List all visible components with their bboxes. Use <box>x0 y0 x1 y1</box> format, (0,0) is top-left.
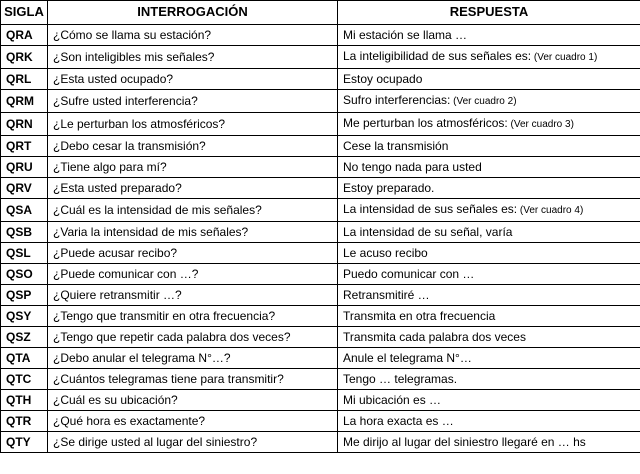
respuesta-text: Transmita en otra frecuencia <box>343 309 496 323</box>
respuesta-text: Mi estación se llama … <box>343 28 468 42</box>
cell-respuesta <box>338 369 640 390</box>
table-row <box>1 285 640 306</box>
cell-respuesta <box>338 90 640 113</box>
table-row <box>1 306 640 327</box>
cell-interrogacion: ¿Puede comunicar con …? <box>48 264 338 285</box>
cell-sigla: QSO <box>1 264 48 285</box>
cell-respuesta <box>338 178 640 199</box>
respuesta-text: Le acuso recibo <box>343 246 428 260</box>
respuesta-note: (Ver cuadro 4) <box>517 205 584 216</box>
cell-sigla: QSB <box>1 222 48 243</box>
table-row <box>1 199 640 222</box>
cell-interrogacion: ¿Esta usted preparado? <box>48 178 338 199</box>
cell-sigla: QRL <box>1 69 48 90</box>
cell-interrogacion: ¿Tengo que transmitir en otra frecuencia? <box>48 306 338 327</box>
cell-respuesta <box>338 327 640 348</box>
cell-sigla: QSZ <box>1 327 48 348</box>
cell-interrogacion: ¿Esta usted ocupado? <box>48 69 338 90</box>
cell-interrogacion: ¿Cómo se llama su estación? <box>48 25 338 46</box>
cell-sigla: QSP <box>1 285 48 306</box>
table-row <box>1 157 640 178</box>
column-header-interrogacion: INTERROGACIÓN <box>48 1 338 25</box>
respuesta-text: Retransmitiré … <box>343 288 430 302</box>
cell-interrogacion: ¿Le perturban los atmosféricos? <box>48 113 338 136</box>
table-row <box>1 136 640 157</box>
cell-interrogacion: ¿Debo cesar la transmisión? <box>48 136 338 157</box>
cell-sigla: QRT <box>1 136 48 157</box>
cell-interrogacion: ¿Varia la intensidad de mis señales? <box>48 222 338 243</box>
cell-sigla: QTY <box>1 432 48 453</box>
cell-respuesta <box>338 199 640 222</box>
respuesta-text: Sufro interferencias: <box>343 93 451 107</box>
respuesta-text: No tengo nada para usted <box>343 160 482 174</box>
cell-interrogacion: ¿Se dirige usted al lugar del siniestro? <box>48 432 338 453</box>
cell-sigla: QSL <box>1 243 48 264</box>
cell-respuesta <box>338 157 640 178</box>
table-row <box>1 178 640 199</box>
cell-sigla: QRA <box>1 25 48 46</box>
respuesta-note: (Ver cuadro 3) <box>507 119 574 130</box>
cell-sigla: QRK <box>1 46 48 69</box>
cell-respuesta <box>338 46 640 69</box>
cell-interrogacion: ¿Tiene algo para mí? <box>48 157 338 178</box>
cell-interrogacion: ¿Cuál es la intensidad de mis señales? <box>48 199 338 222</box>
cell-respuesta <box>338 136 640 157</box>
column-header-respuesta: RESPUESTA <box>338 1 640 25</box>
table-header <box>1 1 640 25</box>
respuesta-text: La inteligibilidad de sus señales es: <box>343 49 532 63</box>
respuesta-text: Anule el telegrama N°… <box>343 351 472 365</box>
cell-interrogacion: ¿Cuál es su ubicación? <box>48 390 338 411</box>
table-row <box>1 432 640 453</box>
cell-respuesta <box>338 69 640 90</box>
respuesta-text: Puedo comunicar con … <box>343 267 475 281</box>
cell-sigla: QRM <box>1 90 48 113</box>
cell-respuesta <box>338 306 640 327</box>
cell-interrogacion: ¿Tengo que repetir cada palabra dos veces? <box>48 327 338 348</box>
table-row <box>1 25 640 46</box>
header-row <box>1 1 640 25</box>
table-row <box>1 69 640 90</box>
cell-respuesta <box>338 390 640 411</box>
cell-respuesta <box>338 432 640 453</box>
cell-respuesta <box>338 222 640 243</box>
cell-respuesta <box>338 264 640 285</box>
table-row <box>1 327 640 348</box>
cell-sigla: QTR <box>1 411 48 432</box>
respuesta-text: Me perturban los atmosféricos: <box>343 116 508 130</box>
respuesta-text: Tengo … telegramas. <box>343 372 458 386</box>
cell-sigla: QTH <box>1 390 48 411</box>
table-row <box>1 90 640 113</box>
table-row <box>1 113 640 136</box>
cell-sigla: QTA <box>1 348 48 369</box>
respuesta-text: Cese la transmisión <box>343 139 449 153</box>
cell-interrogacion: ¿Puede acusar recibo? <box>48 243 338 264</box>
cell-sigla: QSY <box>1 306 48 327</box>
cell-respuesta <box>338 348 640 369</box>
respuesta-text: Mi ubicación es … <box>343 393 442 407</box>
table-row <box>1 46 640 69</box>
respuesta-note: (Ver cuadro 2) <box>450 96 517 107</box>
cell-interrogacion: ¿Cuántos telegramas tiene para transmitir? <box>48 369 338 390</box>
table-row <box>1 411 640 432</box>
respuesta-note: (Ver cuadro 1) <box>531 52 598 63</box>
respuesta-text: La hora exacta es … <box>343 414 454 428</box>
cell-interrogacion: ¿Quiere retransmitir …? <box>48 285 338 306</box>
respuesta-text: Transmita cada palabra dos veces <box>343 330 526 344</box>
cell-sigla: QRV <box>1 178 48 199</box>
respuesta-text: La intensidad de su señal, varía <box>343 225 513 239</box>
cell-respuesta <box>338 411 640 432</box>
cell-sigla: QTC <box>1 369 48 390</box>
cell-respuesta <box>338 285 640 306</box>
table-row <box>1 264 640 285</box>
cell-respuesta <box>338 113 640 136</box>
table-row <box>1 390 640 411</box>
cell-respuesta <box>338 25 640 46</box>
table-body <box>1 25 640 453</box>
table-row <box>1 369 640 390</box>
respuesta-text: La intensidad de sus señales es: <box>343 202 518 216</box>
cell-interrogacion: ¿Son inteligibles mis señales? <box>48 46 338 69</box>
respuesta-text: Me dirijo al lugar del siniestro llegaré en … hs <box>343 435 586 449</box>
table-row <box>1 348 640 369</box>
respuesta-text: Estoy preparado. <box>343 181 435 195</box>
cell-interrogacion: ¿Debo anular el telegrama N°…? <box>48 348 338 369</box>
cell-respuesta <box>338 243 640 264</box>
respuesta-text: Estoy ocupado <box>343 72 423 86</box>
cell-interrogacion: ¿Sufre usted interferencia? <box>48 90 338 113</box>
cell-interrogacion: ¿Qué hora es exactamente? <box>48 411 338 432</box>
cell-sigla: QRN <box>1 113 48 136</box>
table-row <box>1 243 640 264</box>
cell-sigla: QSA <box>1 199 48 222</box>
column-header-sigla: SIGLA <box>1 1 48 25</box>
table-row <box>1 222 640 243</box>
cell-sigla: QRU <box>1 157 48 178</box>
